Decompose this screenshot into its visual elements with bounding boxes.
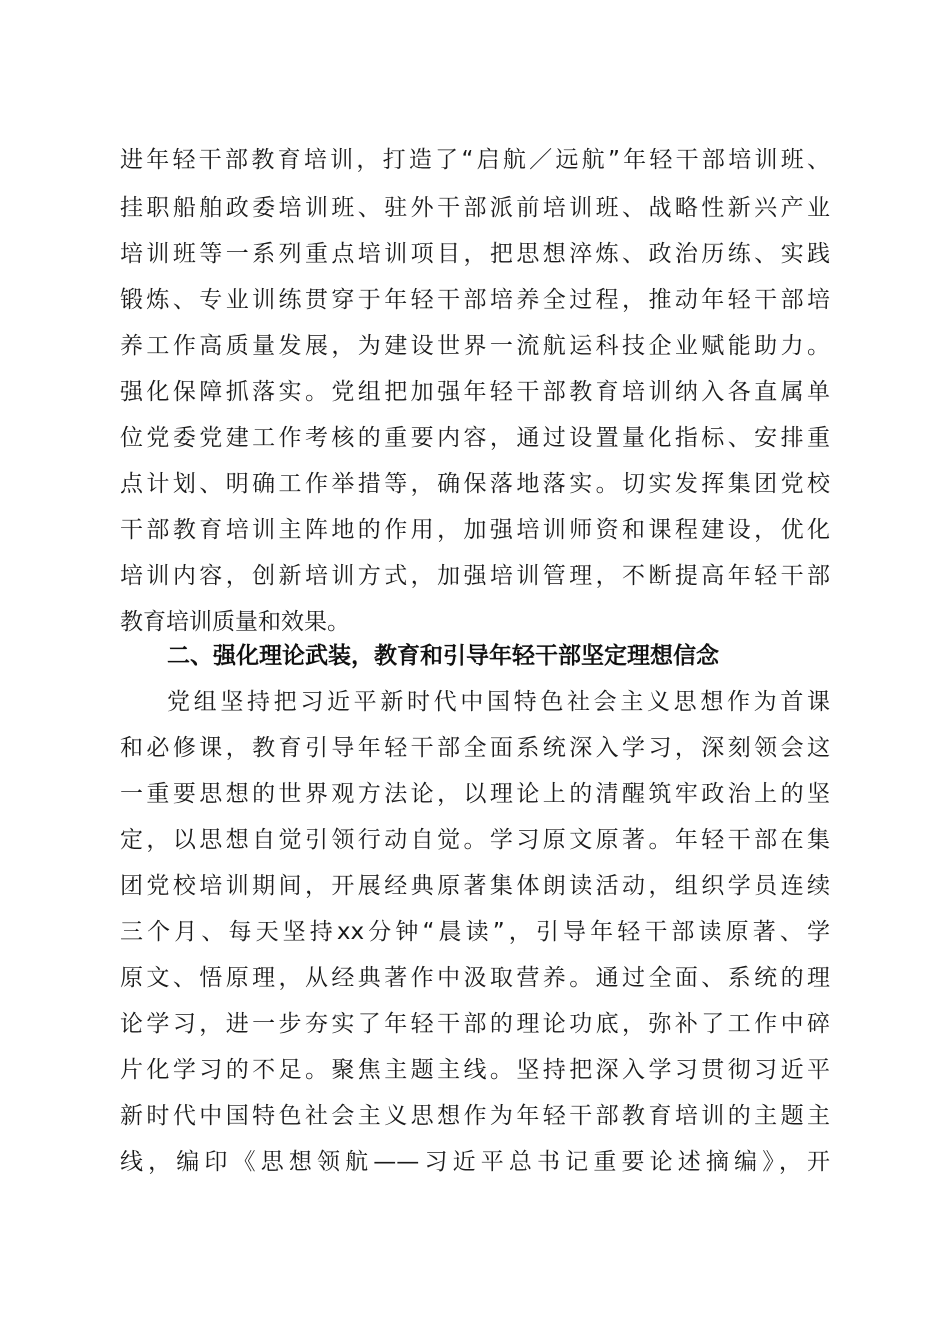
text-line: 培训班等一系列重点培训项目，把思想淬炼、政治历练、实践 bbox=[120, 241, 830, 267]
text-line: 新时代中国特色社会主义思想作为年轻干部教育培训的主题主 bbox=[120, 1103, 830, 1129]
text-line: 挂职船舶政委培训班、驻外干部派前培训班、战略性新兴产业 bbox=[120, 195, 830, 221]
text-line: 点计划、明确工作举措等，确保落地落实。切实发挥集团党校 bbox=[120, 471, 830, 497]
text-line: 养工作高质量发展，为建设世界一流航运科技企业赋能助力。 bbox=[120, 333, 830, 359]
text-line: 论学习，进一步夯实了年轻干部的理论功底，弥补了工作中碎 bbox=[120, 1011, 830, 1037]
text-line: 线，编印《思想领航——习近平总书记重要论述摘编》，开 bbox=[120, 1149, 830, 1175]
text-line: 定，以思想自觉引领行动自觉。学习原文原著。年轻干部在集 bbox=[120, 827, 830, 853]
text-line: 三个月、每天坚持xx分钟“晨读”，引导年轻干部读原著、学 bbox=[120, 919, 830, 945]
text-line: 片化学习的不足。聚焦主题主线。坚持把深入学习贯彻习近平 bbox=[120, 1057, 830, 1083]
text-line: 位党委党建工作考核的重要内容，通过设置量化指标、安排重 bbox=[120, 425, 830, 451]
text-line: 培训内容，创新培训方式，加强培训管理，不断提高年轻干部 bbox=[120, 563, 830, 589]
text-line: 和必修课，教育引导年轻干部全面系统深入学习，深刻领会这 bbox=[120, 735, 830, 761]
text-line: 团党校培训期间，开展经典原著集体朗读活动，组织学员连续 bbox=[120, 873, 830, 899]
text-line: 强化保障抓落实。党组把加强年轻干部教育培训纳入各直属单 bbox=[120, 379, 830, 405]
text-line: 进年轻干部教育培训，打造了“启航／远航”年轻干部培训班、 bbox=[120, 147, 830, 173]
text-line: 干部教育培训主阵地的作用，加强培训师资和课程建设，优化 bbox=[120, 517, 830, 543]
text-line: 锻炼、专业训练贯穿于年轻干部培养全过程，推动年轻干部培 bbox=[120, 287, 830, 313]
text-line: 党组坚持把习近平新时代中国特色社会主义思想作为首课 bbox=[167, 689, 830, 715]
text-line: 教育培训质量和效果。 bbox=[120, 609, 350, 635]
section-heading: 二、强化理论武装，教育和引导年轻干部坚定理想信念 bbox=[167, 643, 719, 669]
text-line: 原文、悟原理，从经典著作中汲取营养。通过全面、系统的理 bbox=[120, 965, 830, 991]
text-line: 一重要思想的世界观方法论，以理论上的清醒筑牢政治上的坚 bbox=[120, 781, 830, 807]
